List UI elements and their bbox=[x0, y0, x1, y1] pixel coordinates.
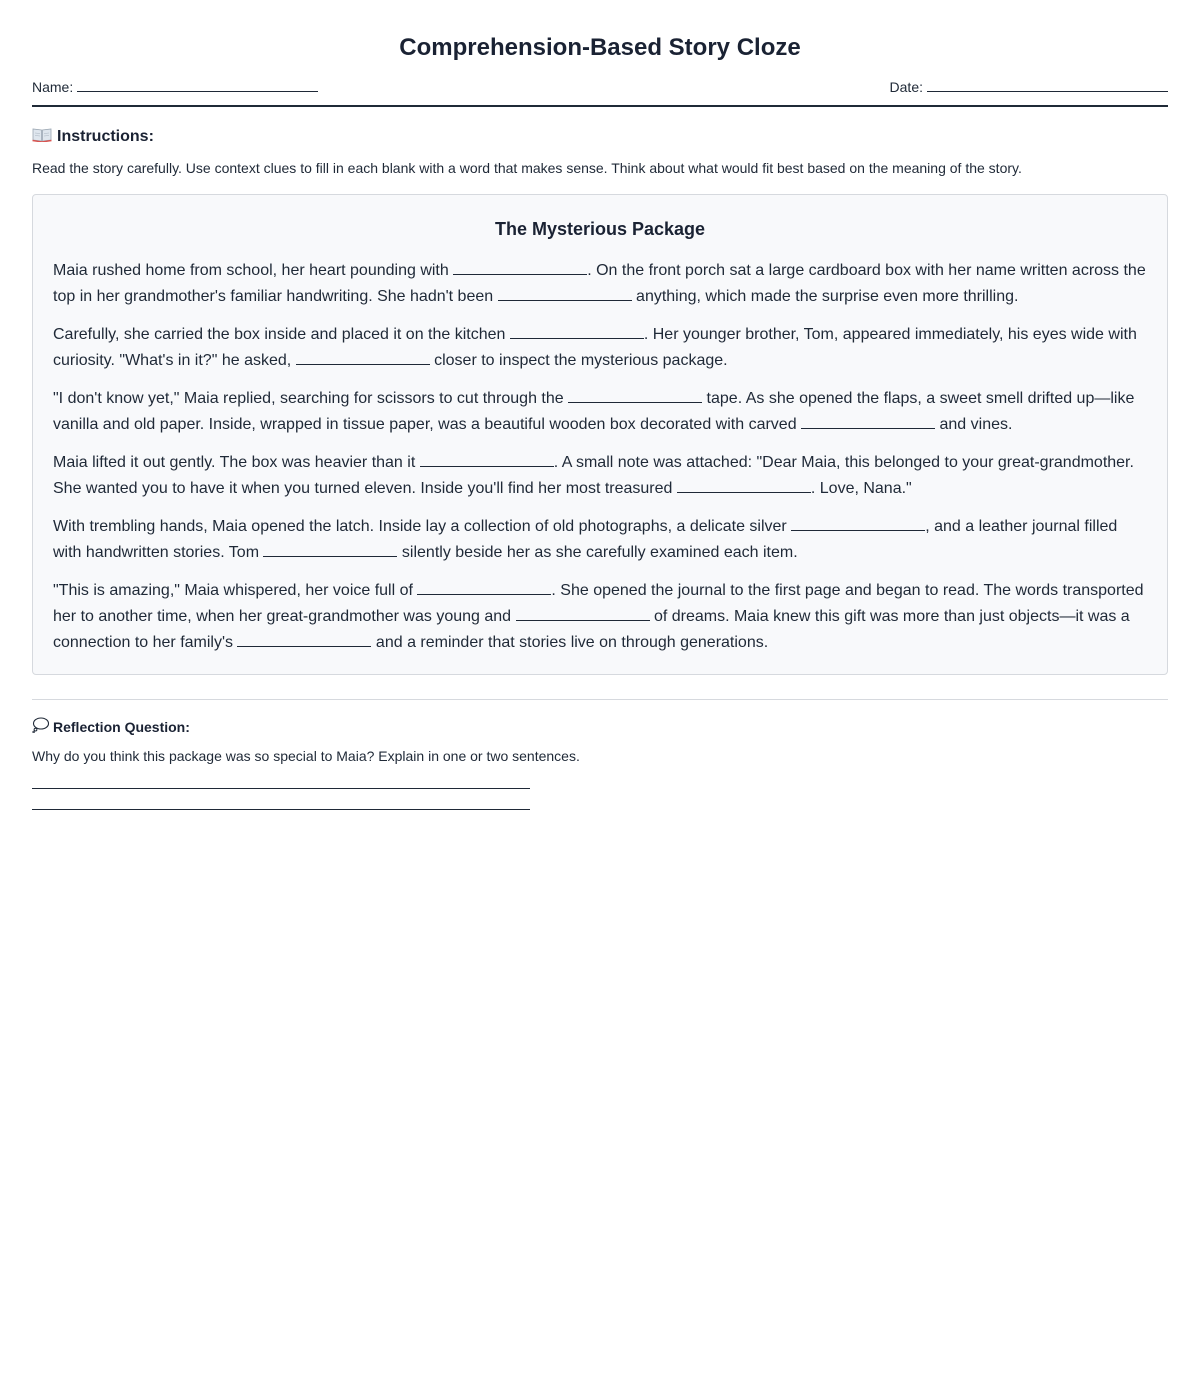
story-text: . On the front porch sat a large cardboard box with her name written across the top in her grandmother's familiar handwriting. She hadn't been bbox=[53, 262, 1146, 305]
story-text: . Her younger brother, Tom, appeared immediately, his eyes wide with curiosity. "What's in it?" he asked, bbox=[53, 326, 1137, 369]
instructions-text: Read the story carefully. Use context clues to fill in each blank with a word that makes sense. Think about what would fit best based on the meaning of the story. bbox=[32, 160, 1022, 176]
story-text: Maia lifted it out gently. The box was heavier than it bbox=[53, 454, 420, 471]
story-text: Maia rushed home from school, her heart pounding with bbox=[53, 262, 454, 279]
blank-10[interactable] bbox=[263, 541, 397, 557]
reflection-prompt: Why do you think this package was so special to Maia? Explain in one or two sentences. bbox=[32, 748, 580, 764]
thought-bubble-icon bbox=[32, 717, 49, 737]
open-book-icon bbox=[32, 126, 52, 148]
answer-line-2[interactable] bbox=[32, 789, 530, 810]
blank-5[interactable] bbox=[568, 387, 702, 403]
story-text: . Love, Nana." bbox=[810, 480, 912, 497]
story-text: and vines. bbox=[935, 416, 1013, 433]
story-text: silently beside her as she carefully examined each item. bbox=[397, 544, 798, 561]
blank-7[interactable] bbox=[420, 451, 554, 467]
story-paragraph-4 bbox=[53, 450, 1147, 502]
story-paragraph-5 bbox=[53, 514, 1147, 566]
story-text: tape. As she opened the flaps, a sweet smell drifted up—like vanilla and old paper. Inside, wrapped in tissue paper, was a beautiful wooden box decorated with carved bbox=[53, 390, 1135, 433]
name-date-row bbox=[32, 77, 1168, 107]
blank-1[interactable] bbox=[453, 259, 587, 275]
blank-13[interactable] bbox=[237, 631, 371, 647]
blank-12[interactable] bbox=[516, 605, 650, 621]
story-paragraph-6 bbox=[53, 578, 1147, 656]
instructions-heading bbox=[32, 126, 1168, 148]
blank-6[interactable] bbox=[801, 413, 935, 429]
reflection-heading-label: Reflection Question: bbox=[53, 719, 190, 735]
date-field-group bbox=[890, 77, 1168, 95]
story-text: of dreams. Maia knew this gift was more than just objects—it was a connection to her family's bbox=[53, 608, 1130, 651]
blank-3[interactable] bbox=[510, 323, 644, 339]
story-text: . A small note was attached: "Dear Maia, this belonged to your great-grandmother. She wanted you to have it when you turned eleven. Inside you'll find her most treasured bbox=[53, 454, 1134, 497]
story-paragraph-1 bbox=[53, 258, 1147, 310]
story-text: Carefully, she carried the box inside and placed it on the kitchen bbox=[53, 326, 510, 343]
story-text: and a reminder that stories live on through generations. bbox=[371, 634, 769, 651]
story-text: , and a leather journal filled with handwritten stories. Tom bbox=[53, 518, 1118, 561]
reflection-heading bbox=[32, 717, 1168, 737]
story-text: "I don't know yet," Maia replied, searching for scissors to cut through the bbox=[53, 390, 569, 407]
blank-11[interactable] bbox=[417, 579, 551, 595]
story-text: "This is amazing," Maia whispered, her voice full of bbox=[53, 582, 418, 599]
answer-line-1[interactable] bbox=[32, 768, 530, 789]
blank-8[interactable] bbox=[677, 477, 811, 493]
blank-2[interactable] bbox=[498, 285, 632, 301]
story-text: . She opened the journal to the first page and began to read. The words transported her to another time, when her great-grandmother was young and bbox=[53, 582, 1144, 625]
story-title: The Mysterious Package bbox=[494, 219, 706, 239]
story-text: closer to inspect the mysterious package. bbox=[429, 352, 728, 369]
worksheet-title: Comprehension-Based Story Cloze bbox=[399, 34, 801, 61]
name-field-group bbox=[32, 77, 318, 95]
story-box bbox=[32, 194, 1168, 675]
blank-9[interactable] bbox=[791, 515, 925, 531]
name-input-line[interactable] bbox=[77, 77, 318, 92]
story-text: With trembling hands, Maia opened the latch. Inside lay a collection of old photographs, a delicate silver bbox=[53, 518, 792, 535]
story-paragraph-3 bbox=[53, 386, 1147, 438]
date-label: Date: bbox=[889, 79, 923, 95]
name-label: Name: bbox=[32, 79, 74, 95]
blank-4[interactable] bbox=[296, 349, 430, 365]
story-paragraph-2 bbox=[53, 322, 1147, 374]
date-input-line[interactable] bbox=[927, 77, 1168, 92]
section-divider bbox=[32, 699, 1168, 700]
story-text: anything, which made the surprise even more thrilling. bbox=[631, 288, 1019, 305]
instructions-heading-label: Instructions: bbox=[57, 128, 154, 145]
